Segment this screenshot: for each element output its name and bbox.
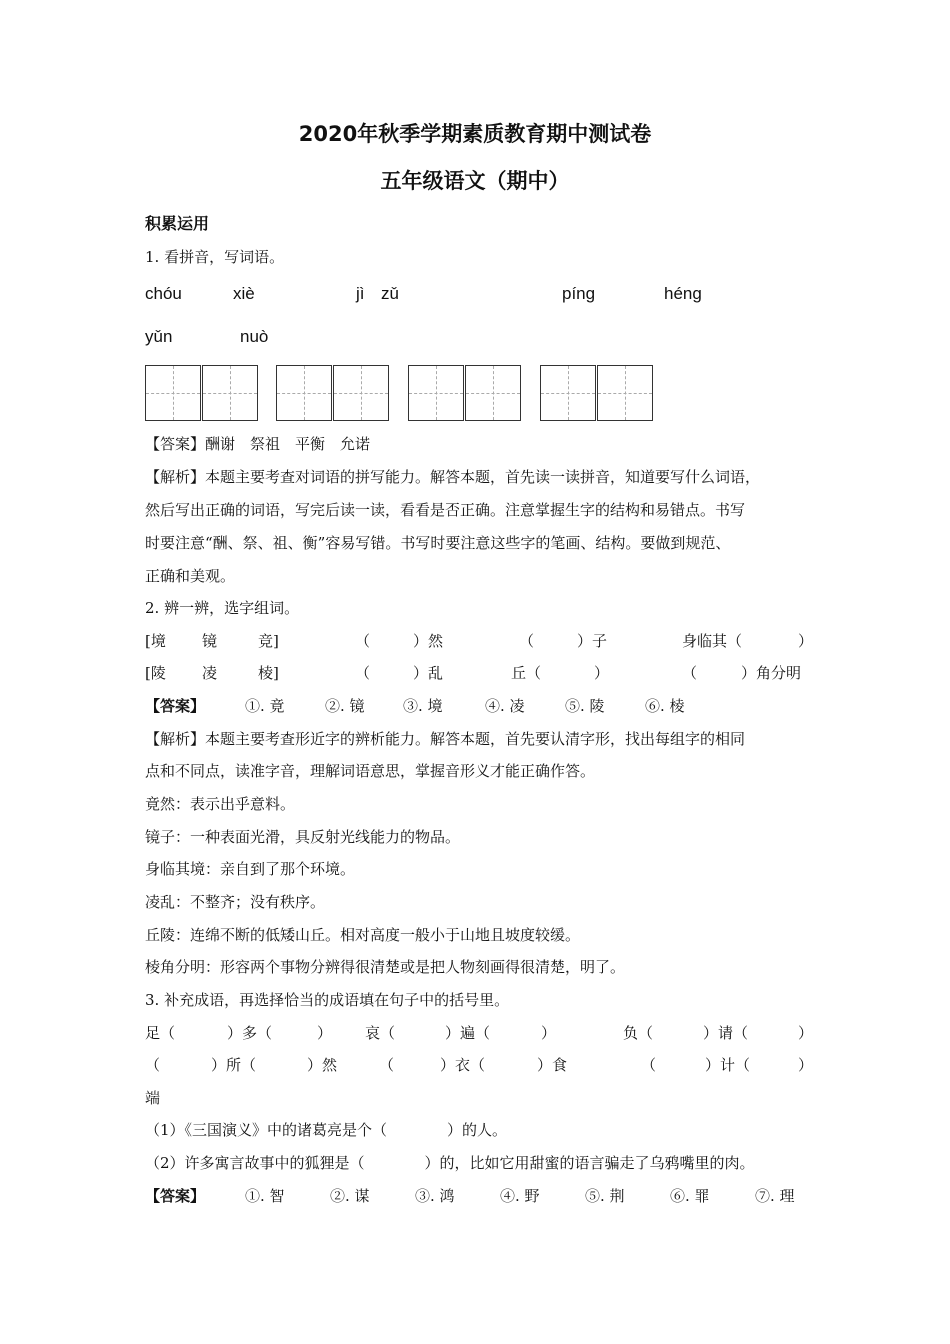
idiom-blank: ）请（ bbox=[703, 1024, 749, 1042]
blank-word: ）然 bbox=[413, 632, 444, 650]
blank-word: ）乱 bbox=[413, 664, 444, 682]
idiom-blank: ）计（ bbox=[705, 1056, 751, 1074]
q1-analysis-line: 正确和美观。 bbox=[145, 567, 236, 585]
answer-item: ⑥. 棱 bbox=[645, 697, 685, 715]
writing-box bbox=[465, 365, 521, 421]
idiom-blank: ）多（ bbox=[227, 1024, 273, 1042]
idiom-blank: ）所（ bbox=[211, 1056, 257, 1074]
writing-box bbox=[597, 365, 653, 421]
option-group: 竞] bbox=[258, 632, 279, 650]
idiom-blank: （ bbox=[641, 1056, 657, 1074]
q1-stem: 1. 看拼音，写词语。 bbox=[145, 248, 285, 266]
answer-item: ②. 镜 bbox=[325, 697, 365, 715]
answer-item: ③. 鸿 bbox=[415, 1187, 455, 1205]
option-group: 凌 bbox=[202, 664, 218, 682]
pinyin-yun: yǔn bbox=[145, 327, 173, 346]
q1-analysis-line: 时要注意“酬、祭、祖、衡”容易写错。书写时要注意这些字的笔画、结构。要做到规范、 bbox=[145, 534, 731, 552]
blank-word: ）角分明 bbox=[741, 664, 802, 682]
pinyin-chou: chóu bbox=[145, 284, 182, 303]
idiom-blank: ） bbox=[317, 1024, 333, 1042]
idiom-blank: 负（ bbox=[623, 1024, 654, 1042]
answer-item: ①. 智 bbox=[245, 1187, 285, 1205]
pinyin-nuo: nuò bbox=[240, 327, 269, 346]
pinyin-zu: zǔ bbox=[381, 284, 399, 303]
pinyin-ji: jì bbox=[356, 284, 365, 303]
blank: ） bbox=[798, 632, 814, 650]
q2-analysis-line: 棱角分明：形容两个事物分辨得很清楚或是把人物刻画得很清楚，明了。 bbox=[145, 958, 626, 976]
writing-box bbox=[540, 365, 596, 421]
idiom-blank: 哀（ bbox=[365, 1024, 396, 1042]
idiom-blank: （ bbox=[379, 1056, 395, 1074]
answer-item: ⑤. 陵 bbox=[565, 697, 605, 715]
q3-stem: 3. 补充成语，再选择恰当的成语填在句子中的括号里。 bbox=[145, 991, 510, 1009]
blank: ） bbox=[594, 664, 610, 682]
answer-item: ⑦. 理 bbox=[755, 1187, 795, 1205]
writing-box bbox=[408, 365, 464, 421]
q2-analysis-line: 镜子：一种表面光滑，具反射光线能力的物品。 bbox=[145, 828, 461, 846]
idiom-blank: 足（ bbox=[145, 1024, 176, 1042]
q1-answer bbox=[145, 433, 370, 454]
answer-item: ②. 谋 bbox=[330, 1187, 370, 1205]
q3-row-3: 端 bbox=[145, 1089, 161, 1107]
writing-box bbox=[333, 365, 389, 421]
answer-label: 【答案】 bbox=[145, 435, 206, 453]
q2-analysis-line: 身临其境：亲自到了那个环境。 bbox=[145, 860, 356, 878]
blank: （ bbox=[355, 632, 371, 650]
pinyin-xie: xiè bbox=[233, 284, 255, 303]
answer-label: 【答案】 bbox=[145, 1187, 206, 1205]
q2-analysis-line: 【解析】本题主要考查形近字的辨析能力。解答本题，首先要认清字形，找出每组字的相同 bbox=[145, 730, 746, 748]
q2-analysis-line: 点和不同点，读准字音，理解词语意思，掌握音形义才能正确作答。 bbox=[145, 762, 596, 780]
answer-text: 酬谢 祭祖 平衡 允诺 bbox=[205, 435, 371, 453]
idiom-blank: ）食 bbox=[537, 1056, 568, 1074]
idiom-blank: ）衣（ bbox=[440, 1056, 486, 1074]
idiom-blank: ）遍（ bbox=[445, 1024, 491, 1042]
writing-box bbox=[202, 365, 258, 421]
q3-sentence-2: （2）许多寓言故事中的狐狸是（ ）的，比如它用甜蜜的语言骗走了乌鸦嘴里的肉。 bbox=[145, 1154, 755, 1172]
option-group: 镜 bbox=[202, 632, 218, 650]
idiom-blank: ） bbox=[798, 1024, 814, 1042]
q3-sentence-1: （1）《三国演义》中的诸葛亮是个（ ）的人。 bbox=[145, 1121, 508, 1139]
page-subtitle: 五年级语文（期中） bbox=[380, 169, 570, 193]
idiom-blank: ）然 bbox=[307, 1056, 338, 1074]
q2-analysis-line: 凌乱：不整齐；没有秩序。 bbox=[145, 893, 326, 911]
page-title: 2020年秋季学期素质教育期中测试卷 bbox=[298, 122, 652, 146]
answer-item: ⑥. 罪 bbox=[670, 1187, 710, 1205]
q2-analysis-line: 丘陵：连绵不断的低矮山丘。相对高度一般小于山地且坡度较缓。 bbox=[145, 926, 581, 944]
blank-word: 身临其（ bbox=[682, 632, 743, 650]
option-group: [境 bbox=[145, 632, 166, 650]
answer-item: ④. 凌 bbox=[485, 697, 525, 715]
q1-analysis-line: 【解析】本题主要考查对词语的拼写能力。解答本题，首先读一读拼音，知道要写什么词语， bbox=[145, 468, 761, 486]
q1-analysis-line: 然后写出正确的词语，写完后读一读，看看是否正确。注意掌握生字的结构和易错点。书写 bbox=[145, 501, 746, 519]
blank: （ bbox=[519, 632, 535, 650]
blank-word: 丘（ bbox=[511, 664, 542, 682]
q2-analysis-line: 竟然：表示出乎意料。 bbox=[145, 795, 296, 813]
idiom-blank: ） bbox=[541, 1024, 557, 1042]
pinyin-heng: héng bbox=[664, 284, 702, 303]
answer-item: ③. 境 bbox=[403, 697, 443, 715]
idiom-blank: ） bbox=[798, 1056, 814, 1074]
option-group: [陵 bbox=[145, 664, 166, 682]
answer-item: ①. 竟 bbox=[245, 697, 285, 715]
blank: （ bbox=[682, 664, 698, 682]
section-heading: 积累运用 bbox=[145, 214, 210, 233]
option-group: 棱] bbox=[258, 664, 279, 682]
answer-label: 【答案】 bbox=[145, 697, 206, 715]
writing-box bbox=[276, 365, 332, 421]
answer-item: ④. 野 bbox=[500, 1187, 540, 1205]
q2-stem: 2. 辨一辨，选字组词。 bbox=[145, 599, 300, 617]
writing-box bbox=[145, 365, 201, 421]
pinyin-ping: píng bbox=[562, 284, 596, 303]
blank: （ bbox=[355, 664, 371, 682]
idiom-blank: （ bbox=[145, 1056, 161, 1074]
answer-item: ⑤. 荆 bbox=[585, 1187, 625, 1205]
blank-word: ）子 bbox=[577, 632, 608, 650]
